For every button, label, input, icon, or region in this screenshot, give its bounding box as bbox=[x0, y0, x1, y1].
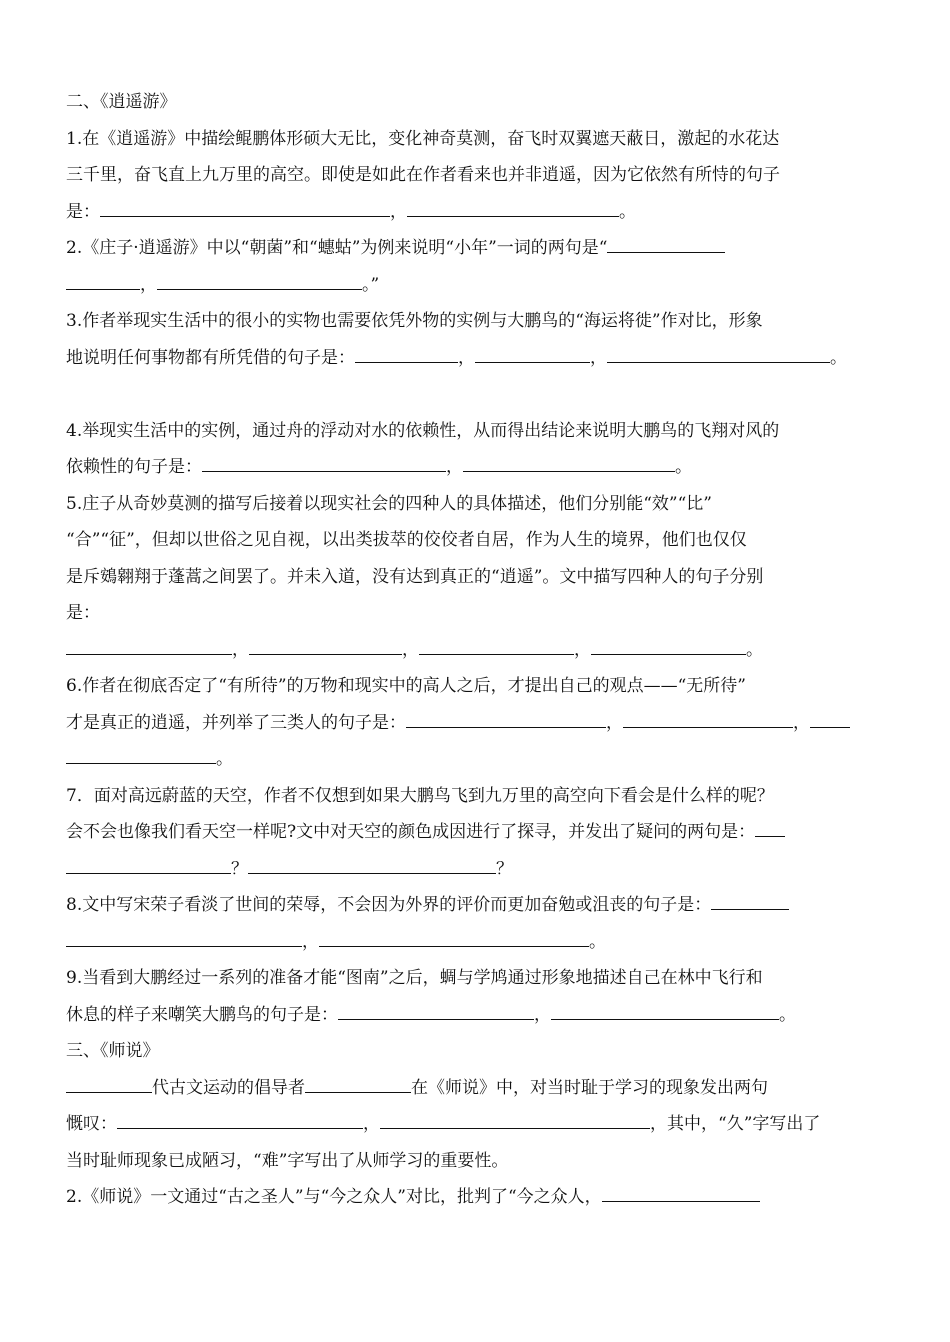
text-line bbox=[66, 1179, 888, 1216]
text-segment: 是： bbox=[66, 603, 100, 623]
fill-in-blank[interactable] bbox=[475, 348, 590, 363]
fill-in-blank[interactable] bbox=[66, 275, 140, 290]
text-segment: 。 bbox=[216, 749, 233, 769]
fill-in-blank[interactable] bbox=[591, 640, 746, 655]
text-segment: 会不会也像我们看天空一样呢?文中对天空的颜色成因进行了探寻，并发出了疑问的两句是： bbox=[66, 822, 756, 842]
text-segment: ？ bbox=[496, 858, 513, 879]
fill-in-blank[interactable] bbox=[66, 640, 232, 655]
fill-in-blank[interactable] bbox=[407, 202, 619, 217]
text-line bbox=[66, 340, 888, 377]
text-line bbox=[66, 230, 888, 267]
fill-in-blank[interactable] bbox=[406, 713, 606, 728]
text-line bbox=[66, 1033, 888, 1070]
text-line bbox=[66, 486, 888, 523]
fill-in-blank[interactable] bbox=[602, 1187, 760, 1202]
text-line bbox=[66, 778, 888, 815]
text-line bbox=[66, 887, 888, 924]
text-segment: ， bbox=[446, 457, 463, 477]
fill-in-blank[interactable] bbox=[66, 1078, 152, 1093]
text-segment: ，其中，“久”字写出了 bbox=[650, 1114, 821, 1134]
fill-in-blank[interactable] bbox=[711, 895, 789, 910]
text-segment: 在《师说》中，对当时耻于学习的现象发出两句 bbox=[411, 1077, 768, 1098]
text-segment: 。 bbox=[675, 457, 692, 477]
text-line bbox=[66, 960, 888, 997]
text-line bbox=[66, 595, 888, 632]
text-line bbox=[66, 668, 888, 705]
text-segment: 休息的样子来嘲笑大鹏鸟的句子是： bbox=[66, 1004, 338, 1025]
text-line bbox=[66, 997, 888, 1034]
text-line bbox=[66, 1070, 888, 1107]
text-segment: 依赖性的句子是： bbox=[66, 457, 202, 477]
text-segment: 8.文中写宋荣子看淡了世间的荣辱，不会因为外界的评价而更加奋勉或沮丧的句子是： bbox=[66, 895, 712, 915]
fill-in-blank[interactable] bbox=[810, 713, 850, 728]
text-line bbox=[66, 1106, 888, 1143]
text-segment: ， bbox=[402, 639, 419, 660]
fill-in-blank[interactable] bbox=[623, 713, 793, 728]
text-line bbox=[66, 449, 888, 486]
fill-in-blank[interactable] bbox=[607, 238, 725, 253]
fill-in-blank[interactable] bbox=[463, 457, 675, 472]
text-line bbox=[66, 814, 888, 851]
text-line bbox=[66, 157, 888, 194]
fill-in-blank[interactable] bbox=[319, 932, 589, 947]
text-segment: 二、《逍遥游》 bbox=[66, 92, 177, 112]
text-segment: 7．面对高远蔚蓝的天空，作者不仅想到如果大鹏鸟飞到九万里的高空向下看会是什么样的呢？ bbox=[66, 785, 774, 806]
text-segment: 代古文运动的倡导者 bbox=[152, 1077, 305, 1098]
fill-in-blank[interactable] bbox=[419, 640, 574, 655]
text-segment: 4.举现实生活中的实例，通过舟的浮动对水的依赖性，从而得出结论来说明大鹏鸟的飞翔对风的 bbox=[66, 420, 780, 441]
fill-in-blank[interactable] bbox=[355, 348, 458, 363]
text-segment: 5.庄子从奇妙莫测的描写后接着以现实社会的四种人的具体描述，他们分别能“效”“比” bbox=[66, 493, 712, 514]
text-segment: 3.作者举现实生活中的很小的实物也需要依凭外物的实例与大鹏鸟的“海运将徙”作对比，形象 bbox=[66, 311, 763, 331]
text-segment: ， bbox=[606, 712, 623, 733]
text-segment: 2.《师说》一文通过“古之圣人”与“今之众人”对比，批判了“今之众人， bbox=[66, 1187, 602, 1207]
text-segment: ， bbox=[302, 931, 319, 952]
text-segment: 。 bbox=[746, 639, 763, 660]
text-segment: 。 bbox=[589, 931, 606, 952]
text-segment: ， bbox=[574, 639, 591, 660]
text-segment: ？ bbox=[231, 858, 248, 879]
text-segment: 6.作者在彻底否定了“有所待”的万物和现实中的高人之后，才提出自己的观点——“无所待” bbox=[66, 676, 746, 696]
text-segment: 三千里，奋飞直上九万里的高空。即使是如此在作者看来也并非逍遥，因为它依然有所恃的句子 bbox=[66, 165, 780, 185]
text-line bbox=[66, 559, 888, 596]
text-segment: ， bbox=[390, 201, 407, 222]
text-line bbox=[66, 522, 888, 559]
text-segment: 1.在《逍遥游》中描绘鲲鹏体形硕大无比，变化神奇莫测，奋飞时双翼遮天蔽日，激起的水花达 bbox=[66, 128, 780, 149]
text-line bbox=[66, 84, 888, 121]
text-segment: 当时耻师现象已成陋习，“难”字写出了从师学习的重要性。 bbox=[66, 1150, 509, 1171]
fill-in-blank[interactable] bbox=[66, 749, 216, 764]
text-line bbox=[66, 632, 888, 669]
fill-in-blank[interactable] bbox=[338, 1005, 534, 1020]
text-line bbox=[66, 413, 888, 450]
text-segment: ， bbox=[793, 712, 810, 733]
fill-in-blank[interactable] bbox=[380, 1114, 650, 1129]
blank-line bbox=[66, 376, 888, 413]
text-segment: ， bbox=[140, 274, 157, 295]
text-segment: ， bbox=[363, 1114, 380, 1134]
text-line bbox=[66, 267, 888, 304]
fill-in-blank[interactable] bbox=[755, 822, 785, 837]
text-segment: 。 bbox=[619, 201, 636, 222]
fill-in-blank[interactable] bbox=[117, 1114, 363, 1129]
text-segment: ， bbox=[534, 1004, 551, 1025]
text-segment: “合”“征”，但却以世俗之见自视，以出类拔萃的佼佼者自居，作为人生的境界，他们也仅仅 bbox=[66, 530, 747, 550]
text-line bbox=[66, 851, 888, 888]
text-segment: 。 bbox=[779, 1004, 796, 1025]
text-segment: 9.当看到大鹏经过一系列的准备才能“图南”之后，蜩与学鸠通过形象地描述自己在林中飞行和 bbox=[66, 968, 763, 988]
text-segment: 地说明任何事物都有所凭借的句子是： bbox=[66, 347, 355, 368]
text-line bbox=[66, 303, 888, 340]
text-segment: 。 bbox=[830, 347, 847, 368]
text-segment: 2.《庄子·逍遥游》中以“朝菌”和“蟪蛄”为例来说明“小年”一词的两句是“ bbox=[66, 238, 608, 258]
text-segment: ， bbox=[458, 347, 475, 368]
fill-in-blank[interactable] bbox=[157, 275, 362, 290]
text-line bbox=[66, 194, 888, 231]
fill-in-blank[interactable] bbox=[202, 457, 446, 472]
text-segment: ， bbox=[232, 639, 249, 660]
fill-in-blank[interactable] bbox=[305, 1078, 411, 1093]
text-line bbox=[66, 741, 888, 778]
fill-in-blank[interactable] bbox=[66, 859, 231, 874]
fill-in-blank[interactable] bbox=[248, 859, 496, 874]
text-segment: 慨叹： bbox=[66, 1114, 117, 1134]
fill-in-blank[interactable] bbox=[249, 640, 402, 655]
text-line bbox=[66, 705, 888, 742]
text-segment: 才是真正的逍遥，并列举了三类人的句子是： bbox=[66, 712, 406, 733]
text-line bbox=[66, 924, 888, 961]
fill-in-blank[interactable] bbox=[551, 1005, 779, 1020]
text-segment: 。” bbox=[362, 274, 380, 295]
text-segment: ， bbox=[590, 347, 607, 368]
text-segment: 是斥鴳翱翔于蓬蒿之间罢了。并未入道，没有达到真正的“逍遥”。文中描写四种人的句子分别 bbox=[66, 566, 764, 587]
text-line bbox=[66, 121, 888, 158]
text-line bbox=[66, 1143, 888, 1180]
fill-in-blank[interactable] bbox=[100, 202, 390, 217]
text-segment: 三、《师说》 bbox=[66, 1041, 160, 1061]
text-segment: 是： bbox=[66, 201, 100, 222]
fill-in-blank[interactable] bbox=[66, 932, 302, 947]
fill-in-blank[interactable] bbox=[607, 348, 830, 363]
